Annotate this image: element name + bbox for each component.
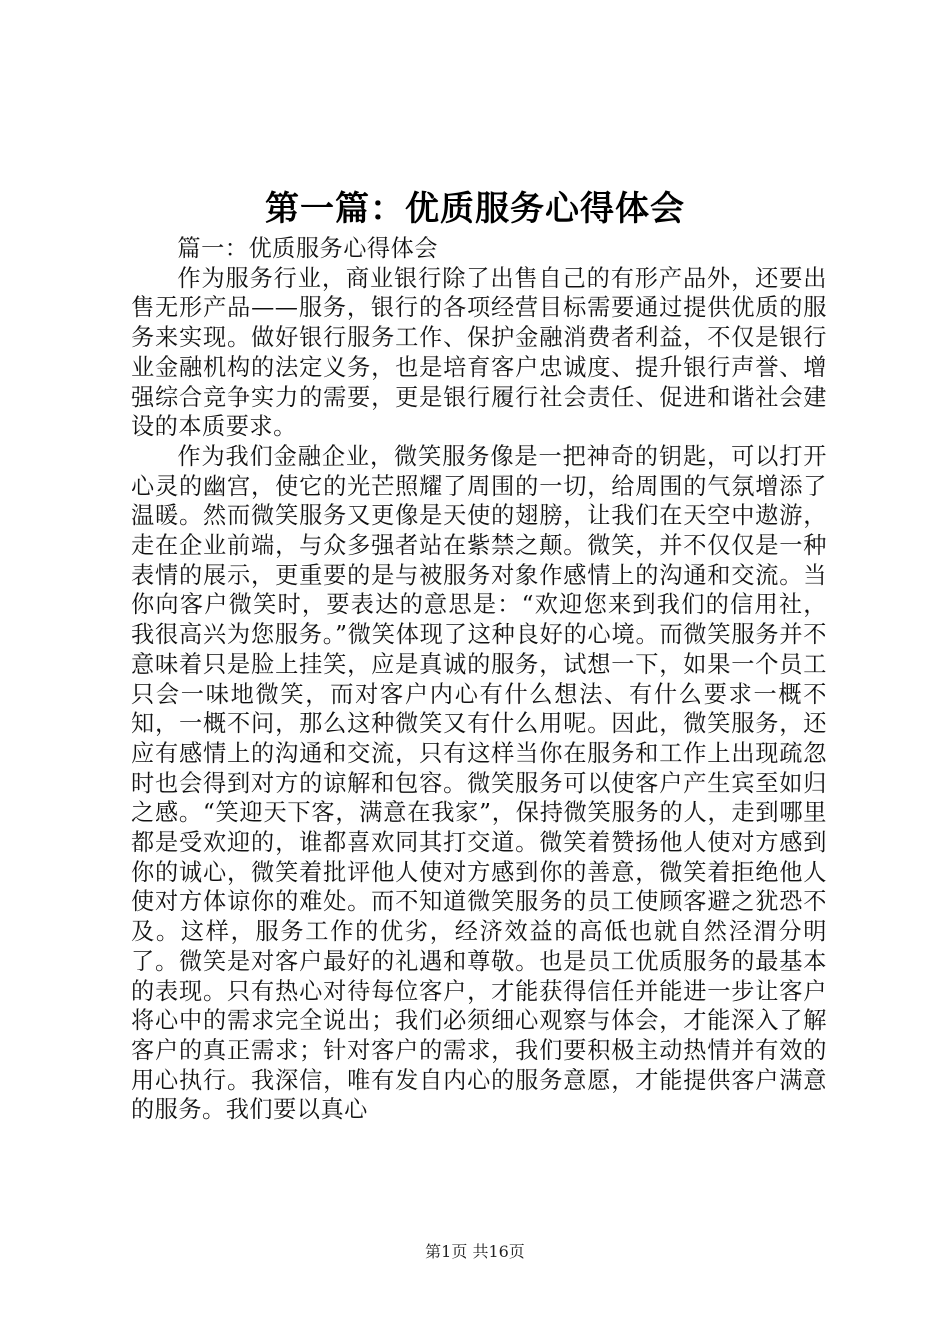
section-heading: 篇一：优质服务心得体会 [177, 235, 438, 262]
page-number-footer: 第1页 共16页 [425, 1242, 525, 1261]
document-body [131, 234, 827, 1125]
body-paragraph: 作为我们金融企业，微笑服务像是一把神奇的钥匙，可以打开心灵的幽宫，使它的光芒照耀了周围的一切，给周围的气氛增添了温暖。然而微笑服务又更像是天使的翅膀，让我们在天空中遨游，走在企业前端，与众多强者站在紫禁之颠。微笑，并不仅仅是一种表情的展示，更重要的是与被服务对象作感情上的沟通和交流。当你向客户微笑时，要表达的意思是：“欢迎您来到我们的信用社，我很高兴为您服务。”微笑体现了这种良好的心境。而微笑服务并不意味着只是脸上挂笑，应是真诚的服务，试想一下，如果一个员工只会一味地微笑，而对客户内心有什么想法、有什么要求一概不知，一概不问，那么这种微笑又有什么用呢。因此，微笑服务，还应有感情上的沟通和交流，只有这样当你在服务和工作上出现疏忽时也会得到对方的谅解和包容。微笑服务可以使客户产生宾至如归之感。“笑迎天下客，满意在我家”，保持微笑服务的人，走到哪里都是受欢迎的，谁都喜欢同其打交道。微笑着赞扬他人使对方感到你的诚心，微笑着批评他人使对方感到你的善意，微笑着拒绝他人使对方体谅你的难处。而不知道微笑服务的员工使顾客避之犹恐不及。这样，服务工作的优劣，经济效益的高低也就自然泾渭分明了。微笑是对客户最好的礼遇和尊敬。也是员工优质服务的最基本的表现。只有热心对待每位客户，才能获得信任并能进一步让客户将心中的需求完全说出；我们必须细心观察与体会，才能深入了解客户的真正需求；针对客户的需求，我们要积极主动热情并有效的用心执行。我深信，唯有发自内心的服务意愿，才能提供客户满意的服务。我们要以真心 [131, 442, 827, 1124]
document-title: 第一篇：优质服务心得体会 [265, 189, 685, 229]
body-paragraph: 作为服务行业，商业银行除了出售自己的有形产品外，还要出售无形产品——服务，银行的各项经营目标需要通过提供优质的服务来实现。做好银行服务工作、保护金融消费者利益，不仅是银行业金融机构的法定义务，也是培育客户忠诚度、提升银行声誉、增强综合竞争实力的需要，更是银行履行社会责任、促进和谐社会建设的本质要求。 [131, 264, 827, 441]
